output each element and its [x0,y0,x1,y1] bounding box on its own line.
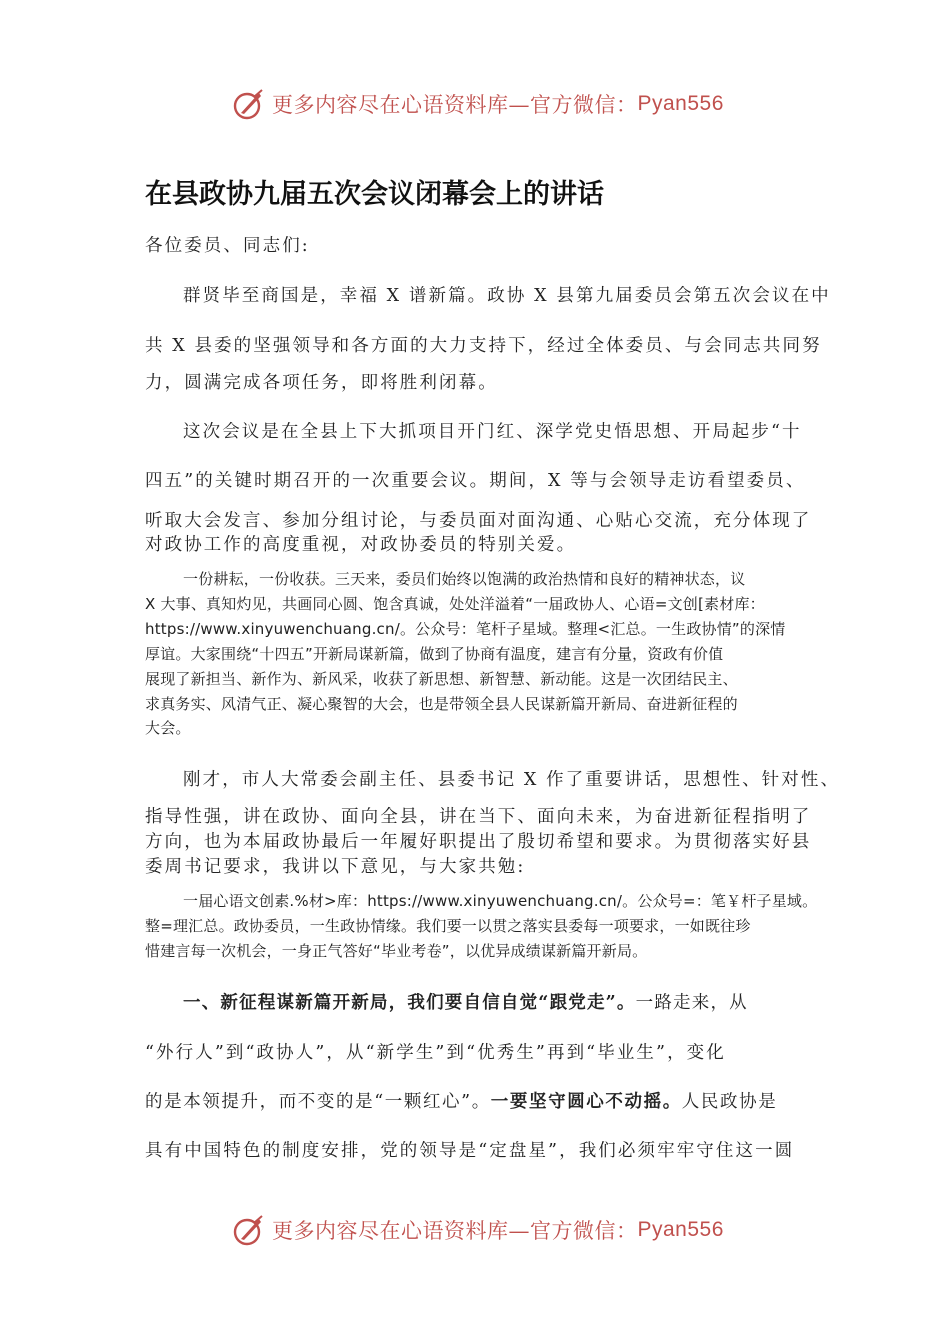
paragraph-line [145,1088,777,1113]
banner-handle: Pyan556 [637,1218,724,1241]
section-heading: 一、新征程谋新篇开新局，我们要自信自觉“跟党走”。 [183,993,636,1013]
paragraph-line: 力，圆满完成各项任务，即将胜利闭幕。 [145,373,498,393]
quill-logo-icon [232,87,266,121]
paragraph-line: 求真务实、风清气正、凝心聚智的大会，也是带领全县人民谋新篇开新局、奋进新征程的 [145,695,738,713]
greeting: 各位委员、同志们: [145,236,310,256]
paragraph-line: 惜建言每一次机会，一身正气答好“毕业考卷”，以优异成绩谋新篇开新局。 [145,942,648,960]
paragraph-line: 听取大会发言、参加分组讨论，与委员面对面沟通、心贴心交流，充分体现了 [145,511,812,531]
paragraph-line: 对政协工作的高度重视，对政协委员的特别关爱。 [145,535,577,555]
paragraph-line: 一届心语文创素.%材>库：https://www.xinyuwenchuang.cn/。公众号=：笔￥杆子星域。 [183,892,818,910]
footer-banner [0,1206,950,1250]
paragraph-line: 方向，也为本届政协最后一年履好职提出了殷切希望和要求。为贯彻落实好县 [145,832,812,852]
paragraph-line: “外行人”到“政协人”，从“新学生”到“优秀生”再到“毕业生”，变化 [145,1043,726,1063]
paragraph-line: 委周书记要求，我讲以下意见，与大家共勉: [145,857,526,877]
paragraph-line: 厚谊。大家围绕“十四五”开新局谋新篇，做到了协商有温度，建言有分量，资政有价值 [145,645,724,663]
header-banner [0,80,950,124]
subheading: 一要坚守圆心不动摇。 [490,1092,682,1112]
paragraph-line: 四五”的关键时期召开的一次重要会议。期间，X 等与会领导走访看望委员、 [145,471,806,491]
paragraph-line: 具有中国特色的制度安排，党的领导是“定盘星”，我们必须牢牢守住这一圆 [145,1141,795,1161]
paragraph-line: 指导性强，讲在政协、面向全县，讲在当下、面向未来，为奋进新征程指明了 [145,807,812,827]
banner-handle: Pyan556 [637,92,724,115]
paragraph-line: 这次会议是在全县上下大抓项目开门红、深学党史悟思想、开局起步“十 [183,422,802,442]
paragraph-text: 的是本领提升，而不变的是“一颗红心”。 [145,1092,491,1112]
quill-logo-icon [232,1213,266,1247]
paragraph-line: 群贤毕至商国是，幸福 X 谱新篇。政协 X 县第九届委员会第五次会议在中 [183,286,831,306]
paragraph-line: 整=理汇总。政协委员，一生政协情缘。我们要一以贯之落实县委每一项要求，一如既往珍 [145,917,751,935]
paragraph-text: 一路走来，从 [635,993,748,1013]
document-title: 在县政协九届五次会议闭幕会上的讲话 [145,179,604,210]
paragraph-line: 展现了新担当、新作为、新风采，收获了新思想、新智慧、新动能。这是一次团结民主、 [145,670,738,688]
section-heading-line [183,989,748,1014]
paragraph-text: 人民政协是 [681,1092,778,1112]
paragraph-line: X 大事、真知灼见，共画同心圆、饱含真诚，处处洋溢着“一届政协人、心语=文创[素材库： [145,595,765,613]
paragraph-line: 刚才，市人大常委会副主任、县委书记 X 作了重要讲话，思想性、针对性、 [183,770,841,790]
paragraph-line: 一份耕耘，一份收获。三天来，委员们始终以饱满的政治热情和良好的精神状态，议 [183,570,746,588]
banner-text: 更多内容尽在心语资料库—官方微信： [272,1219,638,1243]
paragraph-line: https://www.xinyuwenchuang.cn/。公众号：笔杆子星域。整理<汇总。一生政协情”的深情 [145,620,786,638]
banner-text: 更多内容尽在心语资料库—官方微信： [272,93,638,117]
paragraph-line: 大会。 [145,719,191,737]
paragraph-line: 共 X 县委的坚强领导和各方面的大力支持下，经过全体委员、与会同志共同努 [145,336,822,356]
